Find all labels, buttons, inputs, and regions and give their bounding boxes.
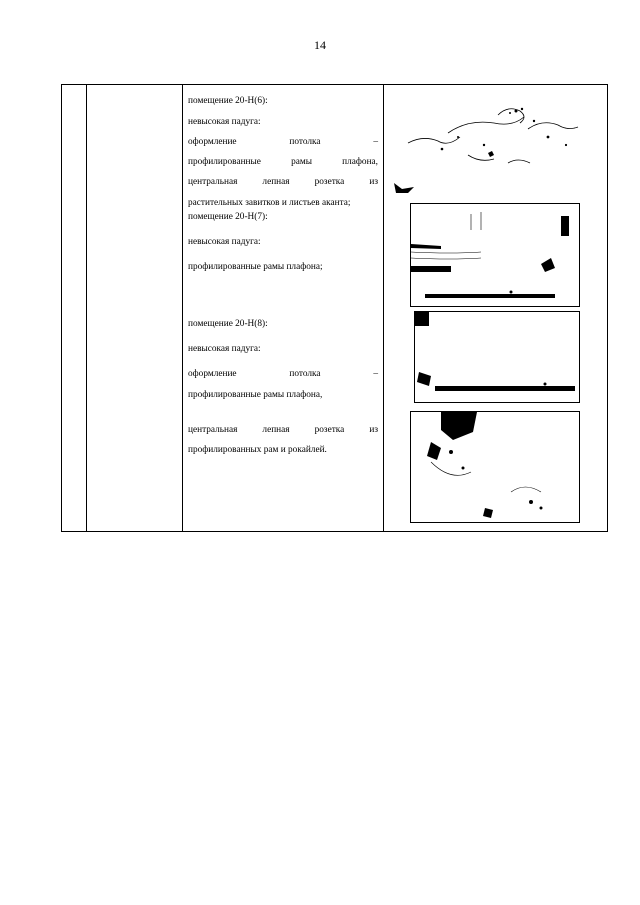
column-divider [182,85,183,531]
decor-line: профилированные рамы плафона; [188,262,323,273]
entry-room-7 [188,203,378,283]
rosette-line: центральная лепная розетка из [188,424,378,435]
heritage-table [61,84,608,532]
room-label: помещение 20-Н(6): [188,96,268,107]
decor-line: профилированные рамы плафона, [188,389,323,400]
rosette-frame-photo-drawing [411,412,580,523]
ceiling-rosette-photo [388,93,604,199]
decor-line: профилированные рамы плафона, [188,157,378,168]
ceiling-frame-photo-2 [414,311,580,403]
frame-photo-drawing [411,204,580,307]
feature-label: невысокая падуга: [188,344,261,355]
rosette-line: профилированных рам и рокайлей. [188,444,327,455]
rosette-photo-drawing [388,93,604,199]
feature-label: невысокая падуга: [188,116,261,127]
column-divider [383,85,384,531]
frame-photo-2-drawing [415,312,580,403]
column-divider [86,85,87,531]
entry-room-8 [188,310,378,465]
decor-line: растительных завитков и листьев аканта; [188,197,351,208]
decor-line: оформление потолка – [188,369,378,380]
decor-line: оформление потолка – [188,136,378,147]
room-label: помещение 20-Н(8): [188,319,268,330]
feature-label: невысокая падуга: [188,237,261,248]
entry-room-6 [188,87,378,218]
ceiling-frame-photo [410,203,580,307]
decor-line: центральная лепная розетка из [188,177,378,188]
page-number: 14 [314,38,326,52]
rosette-frame-photo [410,411,580,523]
room-label: помещение 20-Н(7): [188,212,268,223]
